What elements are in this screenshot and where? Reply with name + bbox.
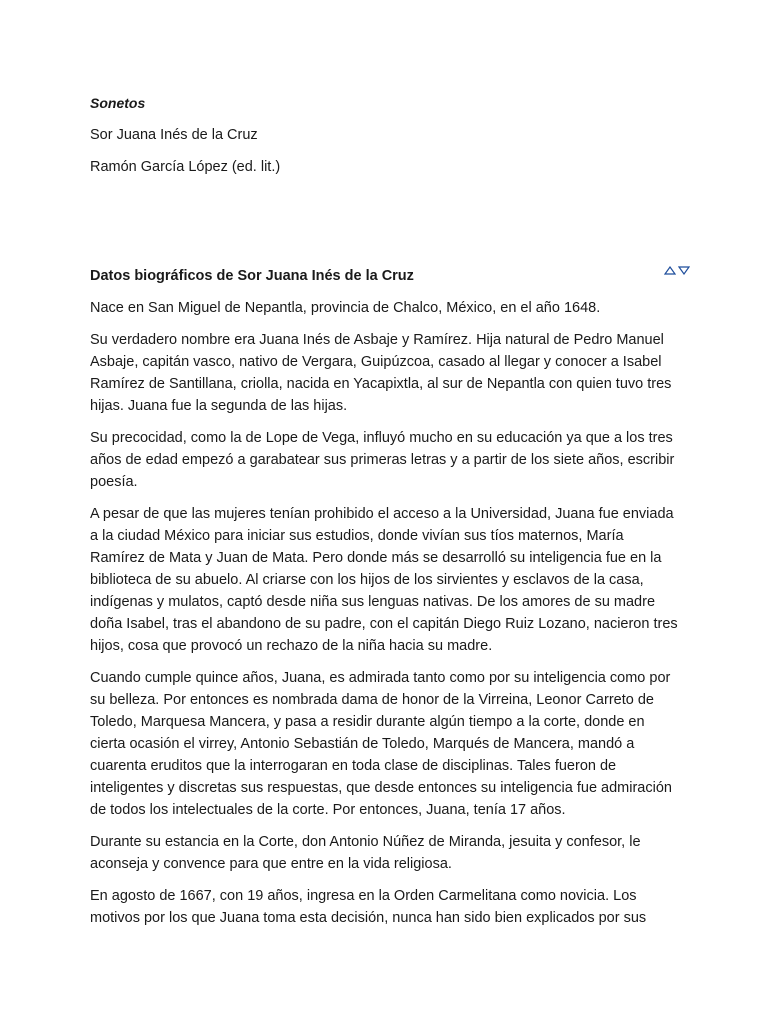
paragraph: Nace en San Miguel de Nepantla, provincia de Chalco, México, en el año 1648. [90, 300, 601, 316]
paragraph: Cuando cumple quince años, Juana, es admirada tanto como por su inteligencia como por su belleza. Por entonces es nombrada dama de honor de la Virreina, Leonor Carreto de Toledo, Marquesa Mancera, y pasa a residir durante algún tiempo a la corte, donde en cierta ocasión el virrey, Antonio Sebastián de Toledo, Marqués de Mancera, mandó a cuarenta eruditos que la interrogaran en toda clase de disciplinas. Tales fueron de inteligentes y discretas sus respuestas, que desde entonces su inteligencia fue admiración de todos los intelectuales de la corte. Por entonces, Juana, tenía 17 años. [90, 670, 672, 818]
triangle-up-icon[interactable] [664, 265, 676, 275]
biography-section [90, 265, 690, 939]
paragraph: En agosto de 1667, con 19 años, ingresa en la Orden Carmelitana como novicia. Los motivos por los que Juana toma esta decisión, nunca han sido bien explicados por sus [90, 888, 647, 926]
triangle-down-icon[interactable] [678, 265, 690, 275]
paragraph: Su verdadero nombre era Juana Inés de Asbaje y Ramírez. Hija natural de Pedro Manuel Asbaje, capitán vasco, nativo de Vergara, Guipúzcoa, casado al llegar y conocer a Isabel Ramírez de Santillana, criolla, nacida en Yacapixtla, al sur de Nepantla con quien tuvo tres hijas. Juana fue la segunda de las hijas. [90, 332, 672, 414]
paragraph: Durante su estancia en la Corte, don Antonio Núñez de Miranda, jesuita y confesor, le aconseja y convence para que entre en la vida religiosa. [90, 834, 641, 872]
paragraph: Su precocidad, como la de Lope de Vega, influyó mucho en su educación ya que a los tres años de edad empezó a garabatear sus primeras letras y a partir de los siete años, escribir poesía. [90, 430, 675, 490]
document-title: Sonetos [90, 95, 146, 111]
paragraph: A pesar de que las mujeres tenían prohibido el acceso a la Universidad, Juana fue enviada a la ciudad México para iniciar sus estudios, donde vivían sus tíos maternos, María Ramírez de Mata y Juan de Mata. Pero donde más se desarrolló su inteligencia fue en la biblioteca de su abuelo. Al criarse con los hijos de los sirvientes y esclavos de la casa, indígenas y mulatos, captó desde niña sus lenguas nativas. De los amores de su madre doña Isabel, tras el abandono de su padre, con el capitán Diego Ruiz Lozano, nacieron tres hijos, cosa que provocó un rechazo de la niña hacia su madre. [90, 506, 678, 654]
section-heading: Datos biográficos de Sor Juana Inés de la Cruz [90, 268, 414, 284]
section-header [90, 265, 690, 287]
document-editor: Ramón García López (ed. lit.) [90, 159, 281, 175]
document-author: Sor Juana Inés de la Cruz [90, 127, 258, 143]
section-nav [664, 265, 690, 275]
